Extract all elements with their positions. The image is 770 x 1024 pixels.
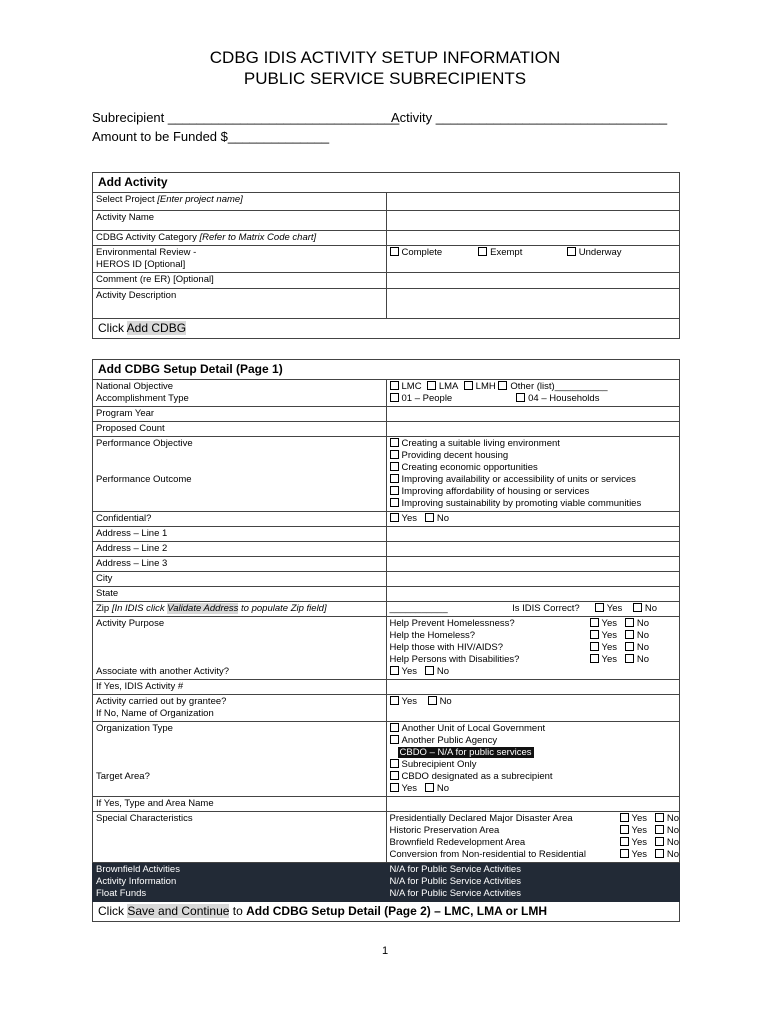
checkbox-icon bbox=[620, 825, 629, 834]
if-yes-activity-label: If Yes, IDIS Activity # bbox=[93, 680, 387, 695]
save-continue-instruction: Click Save and Continue to Add CDBG Setup Detail (Page 2) – LMC, LMA or LMH bbox=[93, 902, 680, 922]
org-type-option[interactable]: CBDO designated as a subrecipient bbox=[390, 771, 677, 783]
performance-label: Performance Objective Performance Outcome bbox=[93, 437, 387, 512]
yes-option[interactable]: Yes bbox=[620, 849, 648, 860]
checkbox-icon bbox=[390, 450, 399, 459]
outcome-option[interactable]: Improving availability or accessibility of units or services bbox=[390, 474, 677, 486]
checkbox-icon bbox=[620, 813, 629, 822]
setup-detail-table bbox=[92, 359, 680, 922]
org-type-option[interactable]: Another Public Agency bbox=[390, 735, 677, 747]
add-activity-table bbox=[92, 172, 680, 339]
checkbox-icon bbox=[567, 247, 576, 256]
activity-field: Activity ________________________________ bbox=[391, 110, 668, 125]
proposed-count-value[interactable] bbox=[386, 422, 680, 437]
purpose-question: Help those with HIV/AIDS? bbox=[389, 642, 504, 653]
env-review-options bbox=[386, 246, 680, 273]
checkbox-icon bbox=[625, 642, 634, 651]
checkbox-icon bbox=[427, 381, 436, 390]
if-yes-activity-value[interactable] bbox=[386, 680, 680, 695]
yes-option[interactable]: Yes bbox=[620, 837, 648, 848]
checkbox-icon bbox=[655, 837, 664, 846]
checkbox-icon bbox=[620, 849, 629, 858]
zip-value bbox=[386, 602, 680, 617]
zip-label: Zip [In IDIS click Validate Address to populate Zip field] bbox=[93, 602, 387, 617]
checkbox-icon bbox=[390, 771, 399, 780]
confidential-options bbox=[386, 512, 680, 527]
address3-value[interactable] bbox=[386, 557, 680, 572]
program-year-label: Program Year bbox=[93, 407, 387, 422]
checkbox-icon bbox=[464, 381, 473, 390]
no-option[interactable]: No bbox=[655, 837, 679, 848]
zip-blank[interactable]: ___________ bbox=[389, 603, 448, 614]
description-label: Activity Description bbox=[93, 289, 387, 319]
people-option[interactable]: 01 – People bbox=[390, 393, 514, 405]
carried-out-label: Activity carried out by grantee? If No, Name of Organization bbox=[93, 695, 387, 722]
yes-option[interactable]: Yes bbox=[620, 825, 648, 836]
no-option[interactable]: No bbox=[428, 696, 452, 707]
checkbox-icon bbox=[390, 735, 399, 744]
env-complete-option[interactable]: Complete bbox=[390, 247, 476, 259]
city-label: City bbox=[93, 572, 387, 587]
purpose-question: Help Prevent Homelessness? bbox=[389, 618, 515, 629]
checkbox-icon bbox=[625, 654, 634, 663]
checkbox-icon bbox=[390, 393, 399, 402]
checkbox-icon bbox=[595, 603, 604, 612]
checkbox-icon bbox=[625, 630, 634, 639]
checkbox-icon bbox=[425, 783, 434, 792]
checkbox-icon bbox=[590, 642, 599, 651]
doc-title-line2: PUBLIC SERVICE SUBRECIPIENTS bbox=[243, 69, 527, 88]
no-option[interactable]: No bbox=[625, 654, 649, 665]
address2-label: Address – Line 2 bbox=[93, 542, 387, 557]
no-option[interactable]: No bbox=[633, 603, 657, 614]
category-value[interactable] bbox=[386, 231, 680, 246]
add-cdbg-instruction: Click Add CDBG bbox=[93, 319, 680, 339]
setup-heading: Add CDBG Setup Detail (Page 1) bbox=[93, 360, 680, 380]
checkbox-icon bbox=[655, 825, 664, 834]
checkbox-icon bbox=[390, 486, 399, 495]
carried-out-options bbox=[386, 695, 680, 722]
no-option[interactable]: No bbox=[625, 642, 649, 653]
households-option[interactable]: 04 – Households bbox=[516, 393, 599, 405]
yes-option[interactable]: Yes bbox=[590, 618, 618, 629]
add-cdbg-button[interactable]: Add CDBG bbox=[126, 321, 187, 335]
comment-value[interactable] bbox=[386, 273, 680, 289]
category-label: CDBG Activity Category [Refer to Matrix Code chart] bbox=[93, 231, 387, 246]
checkbox-icon bbox=[390, 696, 399, 705]
amount-field: Amount to be Funded $______________ bbox=[92, 129, 330, 144]
activity-purpose-label: Activity Purpose Associate with another Activity? bbox=[93, 617, 387, 680]
if-yes-type-value[interactable] bbox=[386, 797, 680, 812]
address1-label: Address – Line 1 bbox=[93, 527, 387, 542]
address1-value[interactable] bbox=[386, 527, 680, 542]
checkbox-icon bbox=[390, 438, 399, 447]
checkbox-icon bbox=[390, 498, 399, 507]
checkbox-icon bbox=[425, 666, 434, 675]
no-option[interactable]: No bbox=[655, 849, 679, 860]
idis-correct-label: Is IDIS Correct? bbox=[512, 603, 580, 614]
lmh-option[interactable]: LMH bbox=[464, 381, 496, 392]
address2-value[interactable] bbox=[386, 542, 680, 557]
national-objective-options bbox=[386, 380, 680, 407]
national-objective-label: National Objective Accomplishment Type bbox=[93, 380, 387, 407]
page-number: 1 bbox=[381, 945, 389, 957]
purpose-question: Help Persons with Disabilities? bbox=[389, 654, 520, 665]
checkbox-icon bbox=[390, 783, 399, 792]
checkbox-icon bbox=[390, 759, 399, 768]
checkbox-icon bbox=[655, 849, 664, 858]
no-option[interactable]: No bbox=[655, 813, 679, 824]
checkbox-icon bbox=[633, 603, 642, 612]
checkbox-icon bbox=[390, 247, 399, 256]
na-values: N/A for Public Service Activities N/A for Public Service Activities N/A for Public Service Activities bbox=[386, 863, 680, 902]
special-item: Brownfield Redevelopment Area bbox=[389, 837, 526, 848]
special-item: Historic Preservation Area bbox=[389, 825, 500, 836]
checkbox-icon bbox=[590, 654, 599, 663]
special-label: Special Characteristics bbox=[93, 812, 387, 863]
description-value[interactable] bbox=[386, 289, 680, 319]
select-project-value[interactable] bbox=[386, 193, 680, 211]
objective-option[interactable]: Providing decent housing bbox=[390, 450, 677, 462]
special-item: Presidentially Declared Major Disaster Area bbox=[389, 813, 573, 824]
select-project-label: Select Project [Enter project name] bbox=[93, 193, 387, 211]
if-yes-type-label: If Yes, Type and Area Name bbox=[93, 797, 387, 812]
lma-option[interactable]: LMA bbox=[427, 381, 459, 392]
na-labels: Brownfield Activities Activity Information Float Funds bbox=[93, 863, 387, 902]
no-option[interactable]: No bbox=[655, 825, 679, 836]
checkbox-icon bbox=[620, 837, 629, 846]
yes-option[interactable]: Yes bbox=[390, 513, 418, 524]
city-value[interactable] bbox=[386, 572, 680, 587]
org-type-options bbox=[386, 722, 680, 797]
checkbox-icon bbox=[590, 618, 599, 627]
state-value[interactable] bbox=[386, 587, 680, 602]
program-year-value[interactable] bbox=[386, 407, 680, 422]
proposed-count-label: Proposed Count bbox=[93, 422, 387, 437]
confidential-label: Confidential? bbox=[93, 512, 387, 527]
address3-label: Address – Line 3 bbox=[93, 557, 387, 572]
special-item: Conversion from Non-residential to Residential bbox=[389, 849, 586, 860]
state-label: State bbox=[93, 587, 387, 602]
activity-purpose-options bbox=[386, 617, 680, 680]
special-options bbox=[386, 812, 680, 863]
checkbox-icon bbox=[390, 474, 399, 483]
yes-option[interactable]: Yes bbox=[390, 696, 418, 707]
checkbox-icon bbox=[590, 630, 599, 639]
org-type-option[interactable]: Subrecipient Only bbox=[390, 759, 677, 771]
validate-address-button[interactable]: Validate Address bbox=[167, 603, 239, 614]
yes-option[interactable]: Yes bbox=[590, 654, 618, 665]
checkbox-icon bbox=[428, 696, 437, 705]
purpose-question: Help the Homeless? bbox=[389, 630, 476, 641]
comment-label: Comment (re ER) [Optional] bbox=[93, 273, 387, 289]
add-activity-heading: Add Activity bbox=[93, 173, 680, 193]
checkbox-icon bbox=[390, 462, 399, 471]
org-type-option[interactable]: Another Unit of Local Government bbox=[390, 723, 677, 735]
yes-option[interactable]: Yes bbox=[390, 666, 418, 677]
yes-option[interactable]: Yes bbox=[590, 630, 618, 641]
outcome-option[interactable]: Improving sustainability by promoting viable communities bbox=[390, 498, 677, 510]
org-type-label: Organization Type Target Area? bbox=[93, 722, 387, 797]
subrecipient-field: Subrecipient ________________________________ bbox=[92, 110, 400, 125]
yes-option[interactable]: Yes bbox=[590, 642, 618, 653]
performance-options bbox=[386, 437, 680, 512]
no-option[interactable]: No bbox=[425, 666, 449, 677]
no-option[interactable]: No bbox=[625, 618, 649, 629]
env-underway-option[interactable]: Underway bbox=[567, 247, 622, 259]
outcome-option[interactable]: Improving affordability of housing or services bbox=[390, 486, 677, 498]
lmc-option[interactable]: LMC bbox=[390, 381, 422, 392]
no-option[interactable]: No bbox=[425, 513, 449, 524]
yes-option[interactable]: Yes bbox=[390, 783, 418, 794]
checkbox-icon bbox=[425, 513, 434, 522]
yes-option[interactable]: Yes bbox=[620, 813, 648, 824]
checkbox-icon bbox=[478, 247, 487, 256]
checkbox-icon bbox=[625, 618, 634, 627]
objective-option[interactable]: Creating economic opportunities bbox=[390, 462, 677, 474]
checkbox-icon bbox=[390, 666, 399, 675]
activity-name-value[interactable] bbox=[386, 211, 680, 231]
checkbox-icon bbox=[390, 513, 399, 522]
yes-option[interactable]: Yes bbox=[595, 603, 623, 614]
checkbox-icon bbox=[655, 813, 664, 822]
checkbox-icon bbox=[390, 381, 399, 390]
env-review-label: Environmental Review - HEROS ID [Optional] bbox=[93, 246, 387, 273]
objective-option[interactable]: Creating a suitable living environment bbox=[390, 438, 677, 450]
cbdo-na-note: CBDO – N/A for public services bbox=[399, 747, 532, 758]
checkbox-icon bbox=[390, 723, 399, 732]
no-option[interactable]: No bbox=[625, 630, 649, 641]
env-exempt-option[interactable]: Exempt bbox=[478, 247, 564, 259]
activity-name-label: Activity Name bbox=[93, 211, 387, 231]
checkbox-icon bbox=[498, 381, 507, 390]
doc-title-line1: CDBG IDIS ACTIVITY SETUP INFORMATION bbox=[209, 48, 561, 67]
other-option[interactable]: Other (list)__________ bbox=[498, 381, 607, 392]
checkbox-icon bbox=[516, 393, 525, 402]
save-continue-button[interactable]: Save and Continue bbox=[127, 904, 230, 918]
no-option[interactable]: No bbox=[425, 783, 449, 794]
